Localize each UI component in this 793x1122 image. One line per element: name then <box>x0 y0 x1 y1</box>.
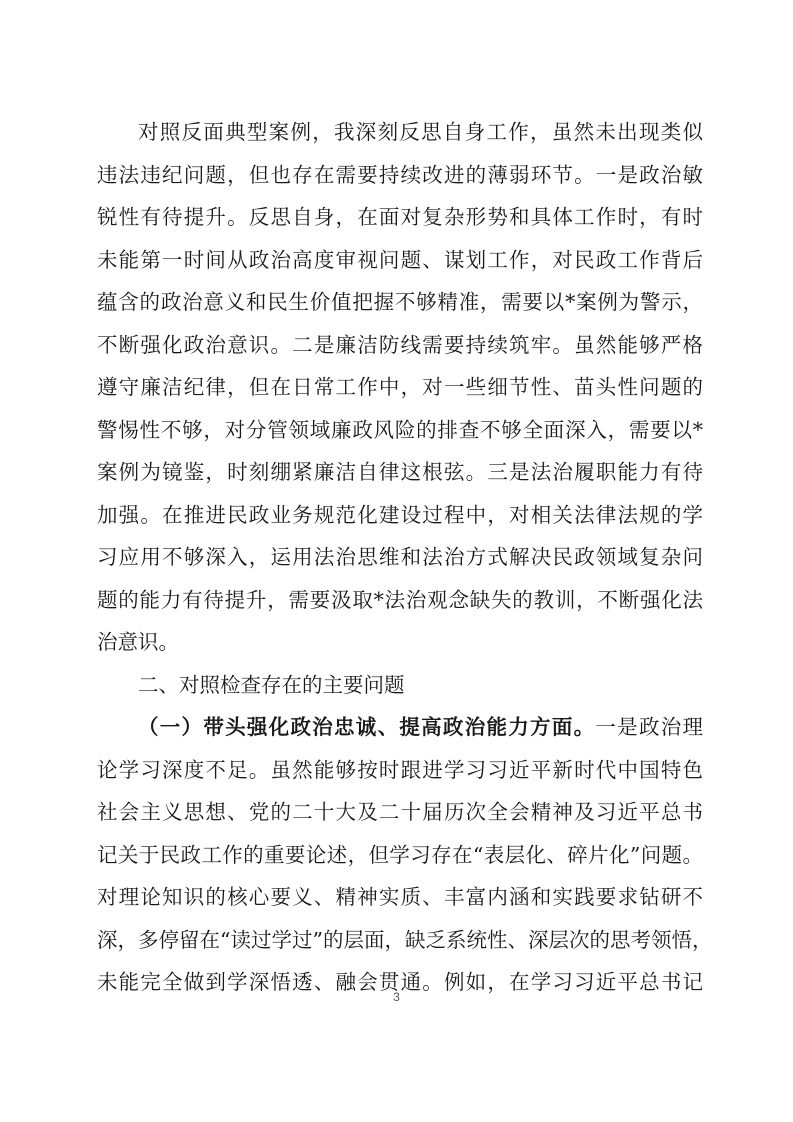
paragraph-2-line-1-text: 一是政治理 <box>595 715 704 739</box>
paragraph-2-line-1 <box>138 712 703 742</box>
paragraph-1-line-1: 对照反面典型案例，我深刻反思自身工作，虽然未出现类似 <box>138 120 703 144</box>
paragraph-1-line-9: 案例为镜鉴，时刻绷紧廉洁自律这根弦。三是法治履职能力有待 <box>97 460 703 484</box>
paragraph-1-line-7: 遵守廉洁纪律，但在日常工作中，对一些细节性、苗头性问题的 <box>97 375 703 399</box>
paragraph-2-line-6: 深，多停留在“读过学过”的层面，缺乏系统性、深层次的思考领悟， <box>97 928 713 952</box>
paragraph-1-line-3: 锐性有待提升。反思自身，在面对复杂形势和具体工作时，有时 <box>97 205 703 229</box>
paragraph-2-line-4: 记关于民政工作的重要论述，但学习存在“表层化、碎片化”问题。 <box>97 843 703 867</box>
section-heading: 二、对照检查存在的主要问题 <box>138 673 405 697</box>
paragraph-1-line-11: 习应用不够深入，运用法治思维和法治方式解决民政领域复杂问 <box>97 545 703 569</box>
paragraph-1-line-10: 加强。在推进民政业务规范化建设过程中，对相关法律法规的学 <box>97 503 703 527</box>
paragraph-1-line-8: 警惕性不够，对分管领域廉政风险的排查不够全面深入，需要以* <box>97 418 703 442</box>
paragraph-2-line-2: 论学习深度不足。虽然能够按时跟进学习习近平新时代中国特色 <box>97 758 703 782</box>
subsection-heading: （一）带头强化政治忠诚、提高政治能力方面。 <box>138 715 596 739</box>
paragraph-1-line-5: 蕴含的政治意义和民生价值把握不够精准，需要以*案例为警示， <box>97 290 703 314</box>
paragraph-2-line-3: 社会主义思想、党的二十大及二十届历次全会精神及习近平总书 <box>97 800 703 824</box>
page-number: 3 <box>393 990 400 1004</box>
paragraph-1-line-13: 治意识。 <box>97 630 179 654</box>
paragraph-1-line-2: 违法违纪问题，但也存在需要持续改进的薄弱环节。一是政治敏 <box>97 163 703 187</box>
paragraph-2-line-7: 未能完全做到学深悟透、融会贯通。例如，在学习习近平总书记 <box>97 970 703 994</box>
paragraph-1-line-6: 不断强化政治意识。二是廉洁防线需要持续筑牢。虽然能够严格 <box>97 333 703 357</box>
paragraph-2-line-5: 对理论知识的核心要义、精神实质、丰富内涵和实践要求钻研不 <box>97 885 703 909</box>
paragraph-1-line-4: 未能第一时间从政治高度审视问题、谋划工作，对民政工作背后 <box>97 248 703 272</box>
paragraph-1-line-12: 题的能力有待提升，需要汲取*法治观念缺失的教训，不断强化法 <box>97 588 703 612</box>
